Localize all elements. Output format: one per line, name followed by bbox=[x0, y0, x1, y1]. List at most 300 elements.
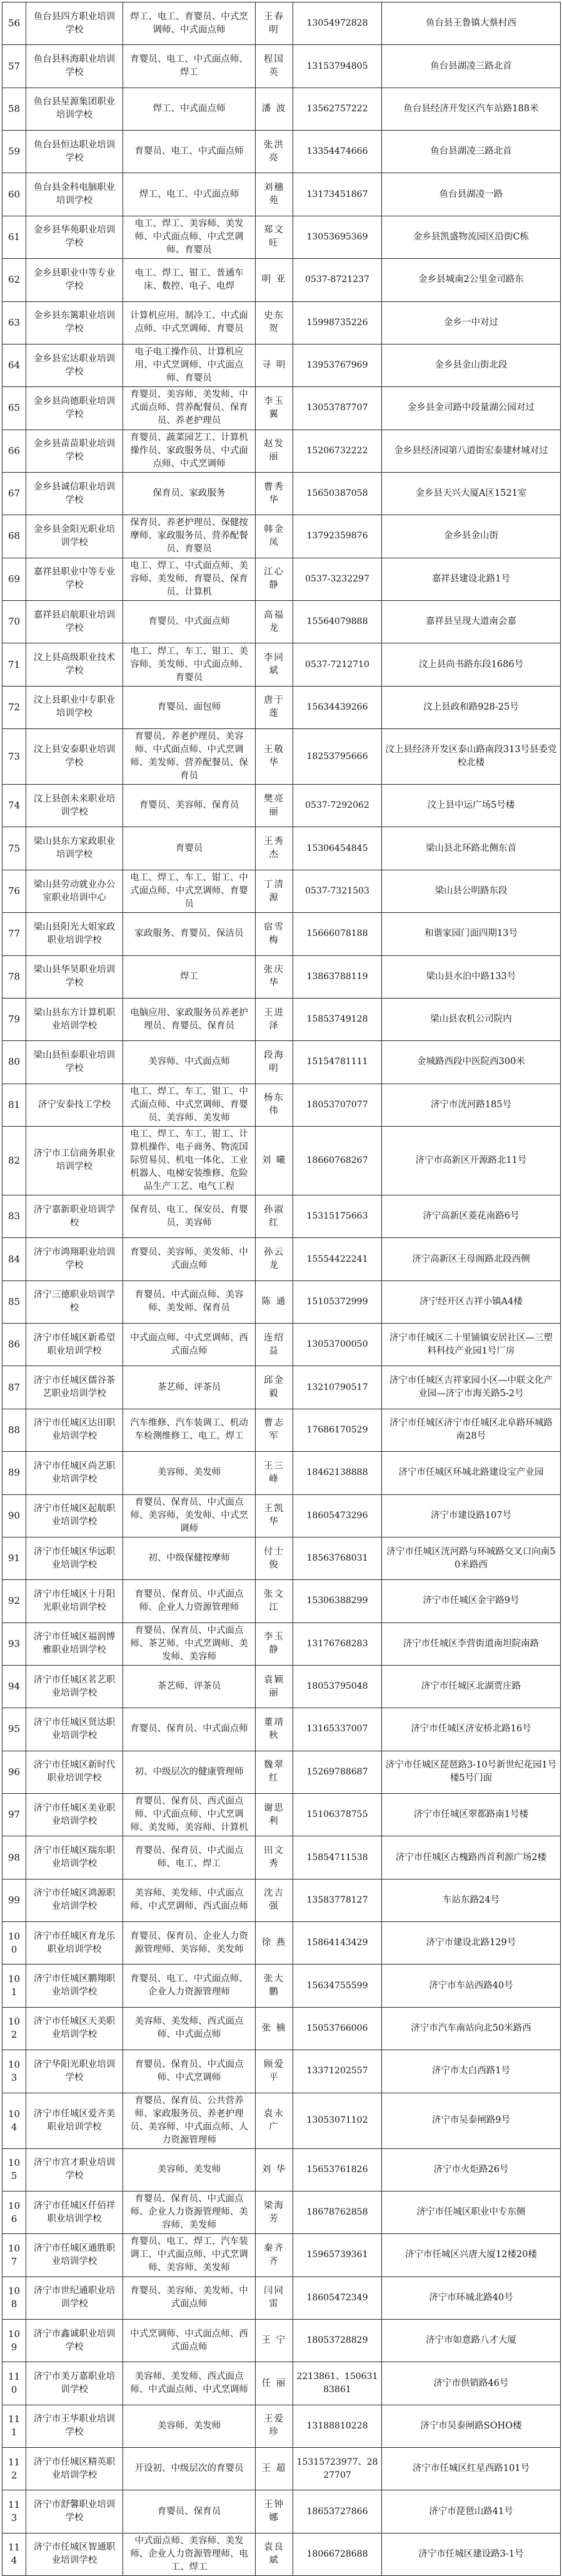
contact-person: 张庆华 bbox=[256, 955, 293, 998]
table-row bbox=[3, 301, 561, 344]
school-address: 济宁高新区王母阁路北段西侧 bbox=[382, 1238, 561, 1280]
school-name: 济宁市美万嘉职业培训学校 bbox=[26, 2362, 123, 2405]
contact-person: 王 超 bbox=[256, 2448, 293, 2490]
training-majors: 育婴员、中式面点师、美容师、美发师、保育员 bbox=[123, 1280, 256, 1323]
school-address: 梁山县公明路东段 bbox=[382, 870, 561, 912]
table-row bbox=[3, 1126, 561, 1195]
training-majors: 美容师、中式面点师 bbox=[123, 1041, 256, 1084]
school-name: 金乡县职业中等专业学校 bbox=[26, 259, 123, 301]
school-name: 济宁市工信商务职业培训学校 bbox=[26, 1126, 123, 1195]
row-number: 78 bbox=[3, 955, 26, 998]
table-row bbox=[3, 1494, 561, 1537]
table-row bbox=[3, 1238, 561, 1280]
training-majors: 美容师、美发师、西式面点师、中式面点师、中式烹调师 bbox=[123, 2362, 256, 2405]
school-name: 汶上县创未来职业培训学校 bbox=[26, 785, 123, 827]
contact-person: 谢思利 bbox=[256, 1794, 293, 1836]
table-row bbox=[3, 173, 561, 216]
training-majors: 育婴员、保育员、中式面点师、电工、焊工 bbox=[123, 1836, 256, 1879]
school-name: 鱼台县四方职业培训学校 bbox=[26, 3, 123, 45]
phone-number: 13053787707 bbox=[293, 387, 382, 430]
training-majors: 美容师、美发师 bbox=[123, 1452, 256, 1494]
row-number: 79 bbox=[3, 998, 26, 1040]
school-name: 济宁市任城区鹏翔职业培训学校 bbox=[26, 1965, 123, 2007]
contact-person: 明 亚 bbox=[256, 259, 293, 301]
contact-person: 张文江 bbox=[256, 1580, 293, 1623]
table-row bbox=[3, 2448, 561, 2490]
phone-number: 13583778127 bbox=[293, 1879, 382, 1921]
phone-number: 0537-3232297 bbox=[293, 558, 382, 600]
row-number: 86 bbox=[3, 1324, 26, 1366]
row-number: 95 bbox=[3, 1708, 26, 1751]
table-row bbox=[3, 1623, 561, 1665]
school-address: 汶上县政和路928-25号 bbox=[382, 686, 561, 728]
training-majors: 中式面点师、美容师、美发师、企业人力资源管理师、电工、焊工 bbox=[123, 2533, 256, 2575]
school-address: 济宁市如意路八才大厦 bbox=[382, 2319, 561, 2362]
training-majors: 育婴员、养老护理员、美容师、中式面点师、中式烹调师、美发师、营养配餐员、保育员 bbox=[123, 729, 256, 785]
training-majors: 育婴员、保育员、中式面点师、美容师、美发师、中式烹调师 bbox=[123, 1494, 256, 1537]
contact-person: 高福龙 bbox=[256, 601, 293, 643]
school-name: 金乡县华苑职业培训学校 bbox=[26, 216, 123, 258]
school-address: 济宁市火炬路26号 bbox=[382, 2148, 561, 2191]
school-name: 济宁市任城区新时代职业培训学校 bbox=[26, 1751, 123, 1793]
training-majors: 电工、焊工、中式面点师、美容师、美发师、育婴员、保育员、计算机 bbox=[123, 558, 256, 600]
training-majors: 育婴员、保育员、西式面点师、中式面点师、中式烹调师、美发师、美容师、计算机 bbox=[123, 1794, 256, 1836]
phone-number: 0537-7321503 bbox=[293, 870, 382, 912]
table-row bbox=[3, 1580, 561, 1623]
table-row bbox=[3, 955, 561, 998]
school-name: 济宁市鸿翔职业培训学校 bbox=[26, 1238, 123, 1280]
contact-person: 邱金毅 bbox=[256, 1366, 293, 1409]
training-majors: 育婴员、电工、中式面点师、企业人力资源管理师 bbox=[123, 1965, 256, 2007]
phone-number: 15306388299 bbox=[293, 1580, 382, 1623]
school-name: 济宁市任城区新希望职业培训学校 bbox=[26, 1324, 123, 1366]
table-row bbox=[3, 216, 561, 258]
contact-person: 曹秀华 bbox=[256, 472, 293, 515]
school-address: 济宁市建设北路129号 bbox=[382, 1922, 561, 1965]
row-number: 76 bbox=[3, 870, 26, 912]
table-row bbox=[3, 344, 561, 386]
phone-number: 15315175663 bbox=[293, 1195, 382, 1237]
training-majors: 育婴员、美容师、美发师、中式面点师 bbox=[123, 2277, 256, 2319]
table-row bbox=[3, 2050, 561, 2093]
phone-number: 18253795666 bbox=[293, 729, 382, 785]
phone-number: 18653727866 bbox=[293, 2490, 382, 2533]
contact-person: 江心静 bbox=[256, 558, 293, 600]
table-row bbox=[3, 643, 561, 686]
training-majors: 焊工、电工、育婴员、中式烹调师、中式面点师 bbox=[123, 3, 256, 45]
training-majors: 初、中级层次的健康管理师 bbox=[123, 1751, 256, 1793]
school-address: 金乡县城南2公里金司路东 bbox=[382, 259, 561, 301]
training-majors: 电工、焊工、车工、钳工、中式面点师、中式烹调师、育婴员、美容师、美发师 bbox=[123, 1084, 256, 1126]
training-school-table bbox=[2, 2, 561, 2576]
training-majors: 初、中级保健按摩师 bbox=[123, 1537, 256, 1579]
contact-person: 段海明 bbox=[256, 1041, 293, 1084]
contact-person: 曹志军 bbox=[256, 1409, 293, 1451]
contact-person: 王进泽 bbox=[256, 998, 293, 1040]
school-name: 济宁市任城区通胜职业培训学校 bbox=[26, 2234, 123, 2277]
table-row bbox=[3, 1965, 561, 2007]
contact-person: 程国英 bbox=[256, 45, 293, 88]
row-number: 59 bbox=[3, 131, 26, 173]
school-address: 梁山县农机公司院内 bbox=[382, 998, 561, 1040]
table-row bbox=[3, 1794, 561, 1836]
training-majors: 保育员、家政服务 bbox=[123, 472, 256, 515]
school-name: 济宁市任城区起航职业培训学校 bbox=[26, 1494, 123, 1537]
contact-person: 郑文旺 bbox=[256, 216, 293, 258]
phone-number: 15634439266 bbox=[293, 686, 382, 728]
table-row bbox=[3, 1041, 561, 1084]
training-majors: 美容师、美发师 bbox=[123, 2148, 256, 2191]
school-address: 鱼台县经济开发区汽车站路188米 bbox=[382, 88, 561, 130]
row-number: 63 bbox=[3, 301, 26, 344]
phone-number: 15998735226 bbox=[293, 301, 382, 344]
school-address: 济宁市任城区职业中专东侧 bbox=[382, 2191, 561, 2233]
row-number: 87 bbox=[3, 1366, 26, 1409]
phone-number: 18053728829 bbox=[293, 2319, 382, 2362]
contact-person: 张洪亮 bbox=[256, 131, 293, 173]
table-row bbox=[3, 515, 561, 558]
phone-number: 13053071102 bbox=[293, 2093, 382, 2148]
row-number: 64 bbox=[3, 344, 26, 386]
school-name: 济宁市任城区十月阳光职业培训学校 bbox=[26, 1580, 123, 1623]
training-majors: 美容师、美发师 bbox=[123, 2405, 256, 2447]
phone-number: 13054972828 bbox=[293, 3, 382, 45]
school-address: 鱼台县湖凌三路北首 bbox=[382, 131, 561, 173]
school-name: 济宁市任城区茗艺职业培训学校 bbox=[26, 1665, 123, 1708]
phone-number: 15853749128 bbox=[293, 998, 382, 1040]
training-majors: 汽车维修、汽车装调工、机动车检测维修工、电工、焊工 bbox=[123, 1409, 256, 1451]
contact-person: 寻 明 bbox=[256, 344, 293, 386]
row-number: 72 bbox=[3, 686, 26, 728]
training-majors: 茶艺师、评茶员 bbox=[123, 1366, 256, 1409]
school-address: 济宁市任城区济宁市任城区北阜路环城路南28号 bbox=[382, 1409, 561, 1451]
school-address: 济宁市任城区北湖贾庄路 bbox=[382, 1665, 561, 1708]
contact-person: 王钟娜 bbox=[256, 2490, 293, 2533]
school-address: 金城路西段中医院西300米 bbox=[382, 1041, 561, 1084]
school-address: 梁山县水泊中路133号 bbox=[382, 955, 561, 998]
row-number: 106 bbox=[3, 2191, 26, 2233]
phone-number: 13953767969 bbox=[293, 344, 382, 386]
table-row bbox=[3, 827, 561, 870]
table-row bbox=[3, 45, 561, 88]
contact-person: 宿雪梅 bbox=[256, 913, 293, 955]
row-number: 114 bbox=[3, 2533, 26, 2575]
row-number: 74 bbox=[3, 785, 26, 827]
contact-person: 孙淑红 bbox=[256, 1195, 293, 1237]
table-row bbox=[3, 998, 561, 1040]
phone-number: 18066728688 bbox=[293, 2533, 382, 2575]
phone-number: 15564079888 bbox=[293, 601, 382, 643]
training-majors: 育婴员 bbox=[123, 827, 256, 870]
school-address: 车站东路24号 bbox=[382, 1879, 561, 1921]
phone-number: 15306454845 bbox=[293, 827, 382, 870]
training-majors: 电子电工操作员、计算机应用、中式烹调师、中式面点师、育婴员 bbox=[123, 344, 256, 386]
contact-person: 赵发丽 bbox=[256, 430, 293, 472]
phone-number: 13165337007 bbox=[293, 1708, 382, 1751]
phone-number: 13792359876 bbox=[293, 515, 382, 558]
training-majors: 育婴员、保育员、中式面点师、中式烹调师 bbox=[123, 2050, 256, 2093]
table-row bbox=[3, 785, 561, 827]
training-majors: 美容师、美发师、西式面点师、中式面点师 bbox=[123, 2007, 256, 2050]
table-row bbox=[3, 870, 561, 912]
table-row bbox=[3, 686, 561, 728]
school-address: 汶上县尚书路东段1686号 bbox=[382, 643, 561, 686]
phone-number: 0537-8721237 bbox=[293, 259, 382, 301]
school-address: 济宁市车站西路40号 bbox=[382, 1965, 561, 2007]
contact-person: 梁海芳 bbox=[256, 2191, 293, 2233]
school-name: 金乡县苗苗职业培训学校 bbox=[26, 430, 123, 472]
row-number: 92 bbox=[3, 1580, 26, 1623]
phone-number: 18563768031 bbox=[293, 1537, 382, 1579]
row-number: 85 bbox=[3, 1280, 26, 1323]
phone-number: 18053707077 bbox=[293, 1084, 382, 1126]
phone-number: 18605472349 bbox=[293, 2277, 382, 2319]
school-name: 梁山县阳光大姐家政职业培训学校 bbox=[26, 913, 123, 955]
contact-person: 秦齐齐 bbox=[256, 2234, 293, 2277]
row-number: 75 bbox=[3, 827, 26, 870]
training-majors: 电工、焊工、美容师、美发师、中式面点师、中式烹调师、育婴员 bbox=[123, 216, 256, 258]
contact-person: 顾爱平 bbox=[256, 2050, 293, 2093]
school-name: 鱼台县科海职业培训学校 bbox=[26, 45, 123, 88]
contact-person: 王敬华 bbox=[256, 729, 293, 785]
school-name: 济宁市王华职业培训学校 bbox=[26, 2405, 123, 2447]
row-number: 56 bbox=[3, 3, 26, 45]
row-number: 110 bbox=[3, 2362, 26, 2405]
contact-person: 刘 曦 bbox=[256, 1126, 293, 1195]
school-name: 济宁市任城区瑞东职业培训学校 bbox=[26, 1836, 123, 1879]
training-majors: 育婴员、美容师、保育员 bbox=[123, 785, 256, 827]
table-row bbox=[3, 1366, 561, 1409]
contact-person: 徐 燕 bbox=[256, 1922, 293, 1965]
training-majors: 育婴员、保育员、中式面点师、茶艺师、中式烹调师、美发师、美容师 bbox=[123, 1623, 256, 1665]
contact-person: 韩金凤 bbox=[256, 515, 293, 558]
phone-number: 13053695369 bbox=[293, 216, 382, 258]
school-name: 济宁市任城区福润博雅职业培训学校 bbox=[26, 1623, 123, 1665]
school-address: 汶上县中运广场5号楼 bbox=[382, 785, 561, 827]
contact-person: 袁颖丽 bbox=[256, 1665, 293, 1708]
phone-number: 18462138888 bbox=[293, 1452, 382, 1494]
contact-person: 田文秀 bbox=[256, 1836, 293, 1879]
phone-number: 15269788687 bbox=[293, 1751, 382, 1793]
row-number: 61 bbox=[3, 216, 26, 258]
school-name: 金乡县尚德职业培训学校 bbox=[26, 387, 123, 430]
school-address: 济宁市任城区建设路3-1号 bbox=[382, 2533, 561, 2575]
school-name: 济宁市任城区智通职业培训学校 bbox=[26, 2533, 123, 2575]
school-name: 梁山县华昊职业培训学校 bbox=[26, 955, 123, 998]
school-address: 金乡县凯盛物流园区沿街C栋 bbox=[382, 216, 561, 258]
training-majors: 育婴员、电工、焊工、汽车装调工、中式面点师、中式烹调师、美容师、美发师 bbox=[123, 2234, 256, 2277]
school-address: 济宁市任城区古槐路西首利源广场2楼 bbox=[382, 1836, 561, 1879]
table-row bbox=[3, 2405, 561, 2447]
school-address: 济宁市环城北路40号 bbox=[382, 2277, 561, 2319]
training-majors: 焊工 bbox=[123, 955, 256, 998]
training-majors: 育婴员、保育员、企业人力资源管理师、美容师、美发师 bbox=[123, 1922, 256, 1965]
training-majors: 开设初、中级层次的育婴员 bbox=[123, 2448, 256, 2490]
contact-person: 连绍益 bbox=[256, 1324, 293, 1366]
table-row bbox=[3, 1452, 561, 1494]
contact-person: 唐于莲 bbox=[256, 686, 293, 728]
school-address: 鱼台县湖凌三路北首 bbox=[382, 45, 561, 88]
table-row bbox=[3, 1665, 561, 1708]
row-number: 60 bbox=[3, 173, 26, 216]
table-row bbox=[3, 1708, 561, 1751]
school-address: 济宁市建设路107号 bbox=[382, 1494, 561, 1537]
table-row bbox=[3, 1409, 561, 1451]
school-address: 济宁市任城区二十里铺镇安居社区—三塑料科技产业园1号厂房 bbox=[382, 1324, 561, 1366]
school-name: 金乡县诚信职业培训学校 bbox=[26, 472, 123, 515]
table-row bbox=[3, 2191, 561, 2233]
school-name: 济宁市任城区儒谷茶艺职业培训学校 bbox=[26, 1366, 123, 1409]
school-name: 济宁三德职业培训学校 bbox=[26, 1280, 123, 1323]
table-row bbox=[3, 387, 561, 430]
row-number: 89 bbox=[3, 1452, 26, 1494]
contact-person: 王凯华 bbox=[256, 1494, 293, 1537]
row-number: 58 bbox=[3, 88, 26, 130]
row-number: 83 bbox=[3, 1195, 26, 1237]
school-address: 济宁市任城区琵琶路3-10号新世纪花园1号楼5号门面 bbox=[382, 1751, 561, 1793]
row-number: 67 bbox=[3, 472, 26, 515]
row-number: 96 bbox=[3, 1751, 26, 1793]
contact-person: 刘穗苑 bbox=[256, 173, 293, 216]
training-majors: 保育员、电工、保安员、育婴员、美容师 bbox=[123, 1195, 256, 1237]
row-number: 111 bbox=[3, 2405, 26, 2447]
training-majors: 茶艺师、评茶员 bbox=[123, 1665, 256, 1708]
training-majors: 育婴员、保育员 bbox=[123, 2490, 256, 2533]
school-name: 济宁华阳光职业培训学校 bbox=[26, 2050, 123, 2093]
table-row bbox=[3, 2148, 561, 2191]
school-name: 济宁市任城区鸿源职业培训学校 bbox=[26, 1879, 123, 1921]
training-majors: 育婴员、保育员、公共营养师、家政服务员、养老护理员、美容师、中式面点师、人力资源管理师 bbox=[123, 2093, 256, 2148]
school-address: 济宁市任城区翠都路南1号楼 bbox=[382, 1794, 561, 1836]
table-row bbox=[3, 2093, 561, 2148]
contact-person: 张 楠 bbox=[256, 2007, 293, 2050]
contact-person: 张大鹏 bbox=[256, 1965, 293, 2007]
training-majors: 焊工、电工、中式面点师 bbox=[123, 173, 256, 216]
school-address: 金乡县金司路中段量湖公园对过 bbox=[382, 387, 561, 430]
school-address: 济宁高新区菱花南路6号 bbox=[382, 1195, 561, 1237]
phone-number: 0537-7292062 bbox=[293, 785, 382, 827]
phone-number: 0537-7212710 bbox=[293, 643, 382, 686]
contact-person: 史东贺 bbox=[256, 301, 293, 344]
phone-number: 15315723977、2827707 bbox=[293, 2448, 382, 2490]
row-number: 82 bbox=[3, 1126, 26, 1195]
row-number: 97 bbox=[3, 1794, 26, 1836]
row-number: 100 bbox=[3, 1922, 26, 1965]
training-majors: 美容师、美发师、中式面点师、中式烹调师、西式面点师 bbox=[123, 1879, 256, 1921]
contact-person: 王爱珍 bbox=[256, 2405, 293, 2447]
contact-person: 董靖秋 bbox=[256, 1708, 293, 1751]
school-address: 鱼台县湖凌一路 bbox=[382, 173, 561, 216]
school-address: 金乡县经济园第八道街宏泰建材城对过 bbox=[382, 430, 561, 472]
training-majors: 保育员、养老护理员、保健按摩师、家政服务员、营养配餐员、育婴员 bbox=[123, 515, 256, 558]
contact-person: 魏翠红 bbox=[256, 1751, 293, 1793]
school-name: 梁山县恒泰职业培训学校 bbox=[26, 1041, 123, 1084]
school-address: 金乡县天兴大厦A区1521室 bbox=[382, 472, 561, 515]
school-address: 济宁市任城区红星西路101号 bbox=[382, 2448, 561, 2490]
contact-person: 潘 波 bbox=[256, 88, 293, 130]
contact-person: 陈 通 bbox=[256, 1280, 293, 1323]
contact-person: 李同斌 bbox=[256, 643, 293, 686]
phone-number: 18053795048 bbox=[293, 1665, 382, 1708]
school-name: 济宁市世纪通职业培训学校 bbox=[26, 2277, 123, 2319]
school-name: 梁山县东方家政职业培训学校 bbox=[26, 827, 123, 870]
school-address: 济宁市琵琶山路41号 bbox=[382, 2490, 561, 2533]
row-number: 104 bbox=[3, 2093, 26, 2148]
row-number: 81 bbox=[3, 1084, 26, 1126]
row-number: 68 bbox=[3, 515, 26, 558]
school-address: 汶上县经济开发区泰山路南段313号县委党校北楼 bbox=[382, 729, 561, 785]
school-address: 嘉祥县建设北路1号 bbox=[382, 558, 561, 600]
table-row bbox=[3, 601, 561, 643]
school-name: 汶上县安泰职业培训学校 bbox=[26, 729, 123, 785]
phone-number: 13371202557 bbox=[293, 2050, 382, 2093]
school-name: 汶上县职业中专职业培训学校 bbox=[26, 686, 123, 728]
school-name: 济宁市任城区华远职业培训学校 bbox=[26, 1537, 123, 1579]
table-row bbox=[3, 88, 561, 130]
row-number: 91 bbox=[3, 1537, 26, 1579]
table-row bbox=[3, 2234, 561, 2277]
school-address: 济宁市任城区环城北路建设宝产业园 bbox=[382, 1452, 561, 1494]
table-row bbox=[3, 472, 561, 515]
table-row bbox=[3, 1751, 561, 1793]
training-majors: 家政服务、育婴员、保洁员 bbox=[123, 913, 256, 955]
school-name: 济宁市任城区贤达职业培训学校 bbox=[26, 1708, 123, 1751]
school-name: 济宁市鑫诚职业培训学校 bbox=[26, 2319, 123, 2362]
phone-number: 15554422241 bbox=[293, 1238, 382, 1280]
school-address: 济宁市汽车南站向北50米路西 bbox=[382, 2007, 561, 2050]
school-name: 济宁市任城区达田职业培训学校 bbox=[26, 1409, 123, 1451]
training-majors: 电工、焊工、车工、钳工、中式面点师、中式烹调师、育婴员 bbox=[123, 870, 256, 912]
school-name: 济宁市任城区尚艺职业培训学校 bbox=[26, 1452, 123, 1494]
contact-person: 丁清源 bbox=[256, 870, 293, 912]
row-number: 105 bbox=[3, 2148, 26, 2191]
table-row bbox=[3, 2007, 561, 2050]
row-number: 80 bbox=[3, 1041, 26, 1084]
row-number: 71 bbox=[3, 643, 26, 686]
phone-number: 15965739361 bbox=[293, 2234, 382, 2277]
row-number: 94 bbox=[3, 1665, 26, 1708]
phone-number: 15666078188 bbox=[293, 913, 382, 955]
school-address: 济宁市任城区李营街道南坦院南路 bbox=[382, 1623, 561, 1665]
training-majors: 育婴员、蔬菜园艺工、计算机操作员、家政服务员、中式面点师、中式烹调师 bbox=[123, 430, 256, 472]
phone-number: 13354474666 bbox=[293, 131, 382, 173]
contact-person: 沈吉强 bbox=[256, 1879, 293, 1921]
phone-number: 15154781111 bbox=[293, 1041, 382, 1084]
contact-person: 付士俊 bbox=[256, 1537, 293, 1579]
row-number: 66 bbox=[3, 430, 26, 472]
school-address: 济宁市任城区兴唐大厦12楼20楼 bbox=[382, 2234, 561, 2277]
training-majors: 电工、焊工、车工、钳工、计算机操作、电子商务、物流国际贸易员、机电一体化、工业机器人、电梯安装维修、危险品生产工艺、电气工程 bbox=[123, 1126, 256, 1195]
table-row bbox=[3, 2533, 561, 2575]
training-majors: 电工、焊工、钳工、普通车床、数控、电子、电焊 bbox=[123, 259, 256, 301]
school-name: 济宁市任城区仟佰祥职业培训学校 bbox=[26, 2191, 123, 2233]
school-name: 济宁市任城区天美职业培训学校 bbox=[26, 2007, 123, 2050]
training-majors: 电脑应用、家政服务员养老护理员、育婴员、保育员 bbox=[123, 998, 256, 1040]
phone-number: 13562757222 bbox=[293, 88, 382, 130]
school-address: 济宁市任城区洸河路与环城路交叉口向南50米路西 bbox=[382, 1537, 561, 1579]
row-number: 98 bbox=[3, 1836, 26, 1879]
phone-number: 15854711538 bbox=[293, 1836, 382, 1879]
school-name: 济宁市任城区精英职业培训学校 bbox=[26, 2448, 123, 2490]
phone-number: 15864143429 bbox=[293, 1922, 382, 1965]
training-majors: 育婴员、电工、中式面点师、焊工 bbox=[123, 45, 256, 88]
school-address: 金乡一中对过 bbox=[382, 301, 561, 344]
training-majors: 育婴员、保育员、中式面点师 bbox=[123, 1708, 256, 1751]
phone-number: 13053700050 bbox=[293, 1324, 382, 1366]
school-address: 济宁市任城区金宇路9号 bbox=[382, 1580, 561, 1623]
contact-person: 樊亮丽 bbox=[256, 785, 293, 827]
phone-number: 2213861、15063183861 bbox=[293, 2362, 382, 2405]
